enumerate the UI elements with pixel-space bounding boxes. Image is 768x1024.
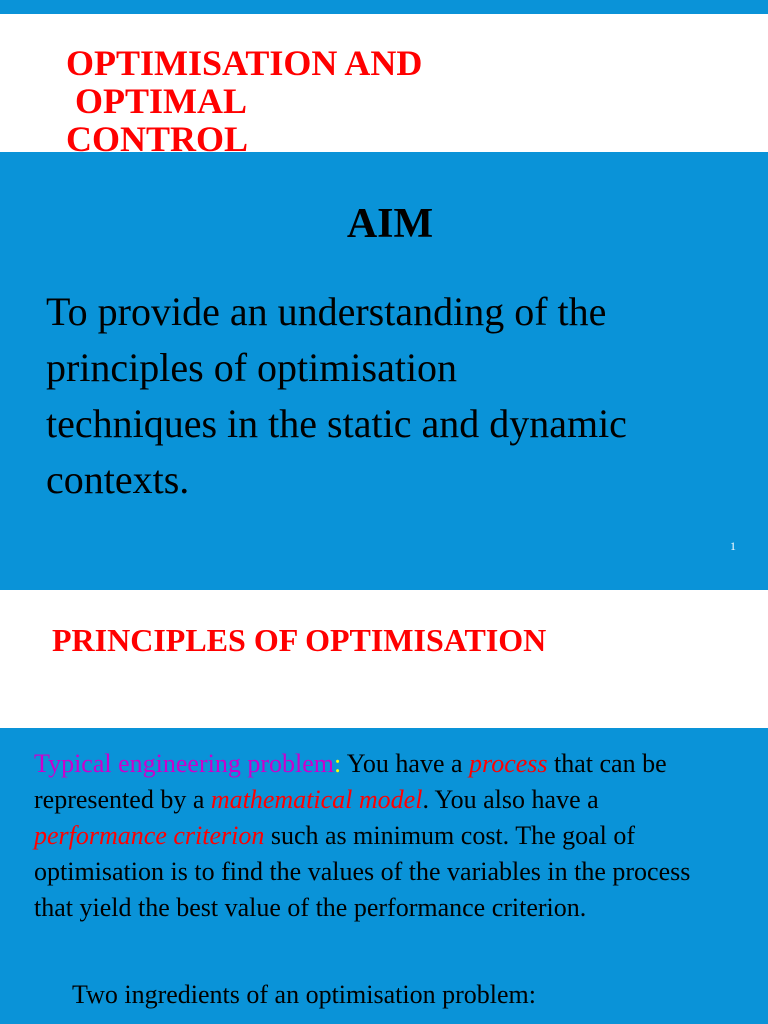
- page-number: 1: [730, 539, 736, 553]
- text-segment: that can be represented by a: [34, 749, 667, 814]
- emphasis-process: process: [469, 749, 548, 778]
- text-segment: You have a: [341, 749, 470, 778]
- highlight-phrase: Typical engineering problem: [34, 749, 334, 778]
- ingredients-intro: Two ingredients of an optimisation problem:: [72, 980, 536, 1009]
- emphasis-model: mathematical model: [210, 785, 423, 814]
- slide2-title-band: [0, 590, 768, 728]
- emphasis-criterion: performance criterion: [34, 821, 265, 850]
- highlight-colon: :: [333, 749, 342, 778]
- aim-heading: AIM: [346, 201, 434, 247]
- slide2-title: PRINCIPLES OF OPTIMISATION: [52, 622, 547, 658]
- text-segment: . You also have a: [422, 785, 599, 814]
- top-strip: [0, 0, 768, 14]
- slide1-title: OPTIMISATION AND OPTIMAL CONTROL: [66, 43, 423, 159]
- problem-description: [34, 746, 734, 926]
- text-segment: such as minimum cost. The goal of optimisation is to find the values of the variables in the process that yield the best value of the performance criterion.: [34, 821, 691, 922]
- aim-text: To provide an understanding of the principles of optimisation techniques in the static and dynamic contexts.: [46, 289, 627, 502]
